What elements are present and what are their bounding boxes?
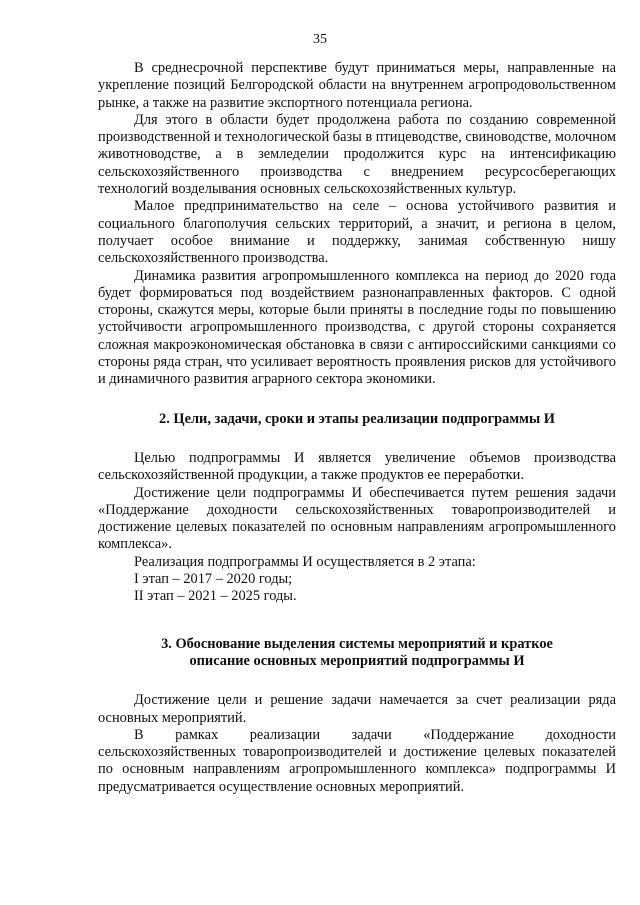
spacer: [98, 389, 616, 411]
paragraph-measures: В рамках реализации задачи «Поддержание доходности сельскохозяйственных товаропроизводителей и достижение целевых показателей по основным направлениям агропромышленного комплекса» подпрограммы И предусматривается осуществление основных мероприятий.: [98, 726, 616, 795]
spacer: [98, 670, 616, 692]
paragraph-small-business: Малое предпринимательство на селе – основа устойчивого развития и социального благополучия сельских территорий, а значит, и региона в целом, получает особое внимание и поддержку, занимая собственную нишу сельскохозяйственного производства.: [98, 198, 616, 267]
stages-intro: Реализация подпрограммы И осуществляется в 2 этапа:: [134, 553, 476, 570]
paragraph-task: Достижение цели подпрограммы И обеспечивается путем решения задачи «Поддержание доходности сельскохозяйственных товаропроизводителей и достижение целевых показателей по основным направлениям агропромышленного комплекса».: [98, 484, 616, 553]
spacer: [98, 606, 616, 636]
stage-1: I этап – 2017 – 2020 годы;: [134, 571, 293, 588]
paragraph-dynamics: Динамика развития агропромышленного комплекса на период до 2020 года будет формироваться под воздействием разнонаправленных факторов. С одной стороны, скажутся меры, которые были приняты в последние годы по повышению устойчивости агропромышленного производства, с другой стороны сохраняется сложная макроэкономическая обстановка в связи с антироссийскими санкциями со стороны ряда стран, что усиливает вероятность проявления рисков для устойчивого и динамичного развития аграрного сектора экономики.: [98, 267, 616, 388]
paragraph-outlook: В среднесрочной перспективе будут приниматься меры, направленные на укрепление позиций Белгородской области на внутреннем агропродовольственном рынке, а также на развитие экспортного потенциала региона.: [98, 60, 616, 111]
stage-2: II этап – 2021 – 2025 годы.: [134, 588, 297, 605]
paragraph-production-base: Для этого в области будет продолжена работа по созданию современной производственной и технологической базы в птицеводстве, свиноводстве, молочном животноводстве, а в земледелии продолжится курс на интенсификацию сельскохозяйственного производства с внедрением ресурсосберегающих технологий возделывания основных сельскохозяйственных культур.: [98, 111, 616, 198]
section-2-heading: 2. Цели, задачи, сроки и этапы реализации подпрограммы И: [159, 410, 555, 427]
page-number: 35: [313, 32, 327, 47]
section-3-heading-line-1: 3. Обоснование выделения системы мероприятий и краткое: [161, 635, 553, 652]
page-body: [98, 60, 616, 796]
paragraph-achievement: Достижение цели и решение задачи намечается за счет реализации ряда основных мероприятий.: [98, 692, 616, 726]
paragraph-goal: Целью подпрограммы И является увеличение объемов производства сельскохозяйственной продукции, а также продуктов ее переработки.: [98, 449, 616, 484]
spacer: [98, 428, 616, 450]
section-3-heading-line-2: описание основных мероприятий подпрограммы И: [189, 652, 525, 669]
